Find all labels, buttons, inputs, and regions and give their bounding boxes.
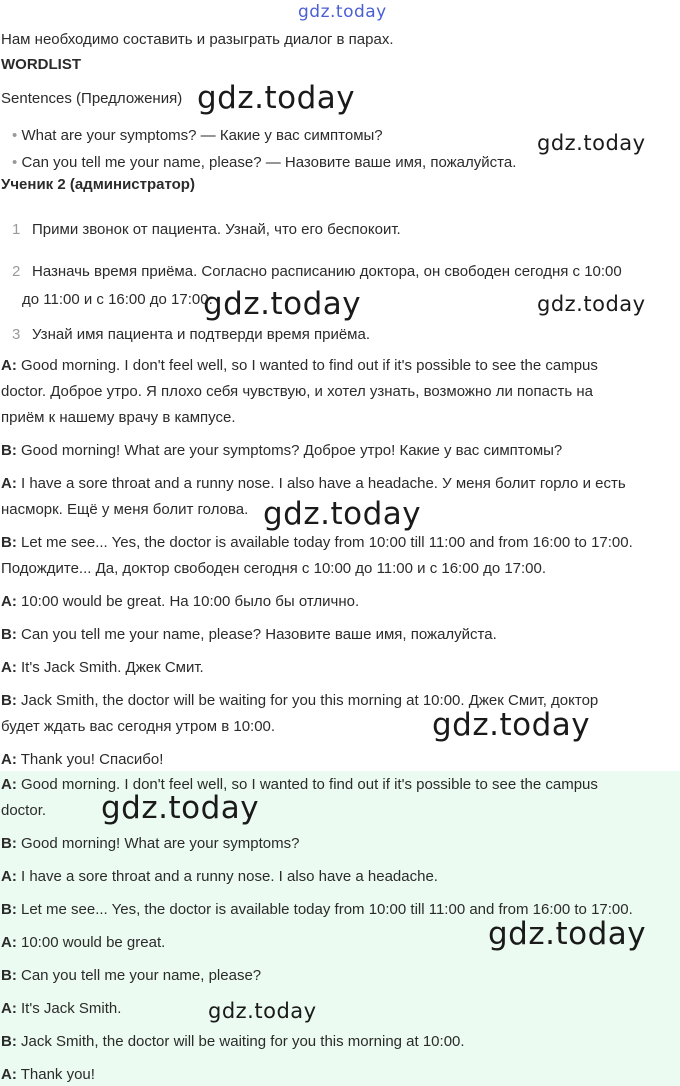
speaker-label: A: <box>1 659 17 676</box>
speaker-label: A: <box>1 357 17 374</box>
dialog-text: Good morning. I don't feel well, so I wanted to find out if it's possible to see the campus <box>21 357 598 374</box>
dialog-text: It's Jack Smith. <box>21 1000 122 1017</box>
dialog-text: Good morning! What are your symptoms? Доброе утро! Какие у вас симптомы? <box>21 442 563 459</box>
dialog-text: насморк. Ещё у меня болит голова. <box>1 501 249 518</box>
speaker-label: A: <box>1 1000 17 1017</box>
speaker-label: A: <box>1 751 17 768</box>
wordlist-heading: WORDLIST <box>1 56 81 73</box>
task-text: Узнай имя пациента и подтверди время приёма. <box>32 326 370 343</box>
dialog-line <box>1 999 121 1019</box>
watermark: gdz.today <box>298 2 387 22</box>
dialog-text: Can you tell me your name, please? <box>21 967 262 984</box>
dialog-line <box>1 1032 465 1052</box>
dialog-text: Подождите... Да, доктор свободен сегодня с 10:00 до 11:00 и с 16:00 до 17:00. <box>1 560 547 577</box>
dialog-line <box>1 356 598 376</box>
dialog-line <box>1 750 163 770</box>
dialog-text: Jack Smith, the doctor will be waiting for you this morning at 10:00. <box>21 1033 465 1050</box>
speaker-label: B: <box>1 534 17 551</box>
dialog-line <box>1 1065 95 1085</box>
dialog-text: будет ждать вас сегодня утром в 10:00. <box>1 718 276 735</box>
task-text: Назначь время приёма. Согласно расписанию доктора, он свободен сегодня с 10:00 <box>32 263 622 280</box>
dialog-line <box>1 775 598 795</box>
bullet-icon: • <box>12 154 18 171</box>
dialog-line <box>1 933 165 953</box>
task-text: до 11:00 и с 16:00 до 17:00. <box>22 291 213 308</box>
dialog-text: Thank you! <box>20 1066 95 1083</box>
dialog-text: doctor. Доброе утро. Я плохо себя чувствую, и хотел узнать, возможно ли попасть на <box>1 383 593 400</box>
speaker-label: A: <box>1 475 17 492</box>
speaker-label: B: <box>1 442 17 459</box>
dialog-text: Can you tell me your name, please? Назовите ваше имя, пожалуйста. <box>21 626 497 643</box>
dialog-text: Thank you! Спасибо! <box>20 751 164 768</box>
dialog-line <box>1 474 626 494</box>
sentence-text: Can you tell me your name, please? — Назовите ваше имя, пожалуйста. <box>21 154 517 171</box>
student-heading: Ученик 2 (администратор) <box>1 176 195 193</box>
dialog-text: Let me see... Yes, the doctor is available today from 10:00 till 11:00 and from 16:00 to 17:00. <box>21 901 633 918</box>
speaker-label: B: <box>1 967 17 984</box>
dialog-line <box>1 625 497 645</box>
dialog-line <box>1 658 204 678</box>
dialog-text: I have a sore throat and a runny nose. I also have a headache. У меня болит горло и есть <box>21 475 626 492</box>
speaker-label: A: <box>1 934 17 951</box>
task-number: 3 <box>12 326 21 343</box>
dialog-text: Good morning. I don't feel well, so I wanted to find out if it's possible to see the campus <box>21 776 598 793</box>
speaker-label: B: <box>1 835 17 852</box>
dialog-line <box>1 441 562 461</box>
sentences-heading: Sentences (Предложения) <box>1 90 183 107</box>
dialog-text: Good morning! What are your symptoms? <box>21 835 300 852</box>
dialog-text: приём к нашему врачу в кампусе. <box>1 409 236 426</box>
dialog-text: 10:00 would be great. <box>21 934 166 951</box>
dialog-text: I have a sore throat and a runny nose. I also have a headache. <box>21 868 438 885</box>
task-number: 1 <box>12 221 21 238</box>
dialog-text: It's Jack Smith. Джек Смит. <box>21 659 204 676</box>
speaker-label: B: <box>1 692 17 709</box>
intro-text: Нам необходимо составить и разыграть диалог в парах. <box>1 31 394 48</box>
watermark: gdz.today <box>263 496 422 532</box>
speaker-label: A: <box>1 776 17 793</box>
speaker-label: B: <box>1 1033 17 1050</box>
watermark: gdz.today <box>101 790 260 826</box>
task-text: Прими звонок от пациента. Узнай, что его беспокоит. <box>32 221 401 238</box>
dialog-text: Let me see... Yes, the doctor is available today from 10:00 till 11:00 and from 16:00 to 17:00. <box>21 534 633 551</box>
dialog-text: Jack Smith, the doctor will be waiting for you this morning at 10:00. Джек Смит, доктор <box>21 692 599 709</box>
sentence-text: What are your symptoms? — Какие у вас симптомы? <box>21 127 383 144</box>
dialog-line <box>1 834 299 854</box>
dialog-text: 10:00 would be great. На 10:00 было бы отлично. <box>21 593 360 610</box>
watermark: gdz.today <box>537 292 646 316</box>
dialog-line <box>1 966 261 986</box>
watermark: gdz.today <box>432 707 591 743</box>
sentence-item <box>12 153 516 173</box>
speaker-label: B: <box>1 901 17 918</box>
dialog-line <box>1 592 359 612</box>
watermark: gdz.today <box>203 286 362 322</box>
dialog-line <box>1 533 633 553</box>
bullet-icon: • <box>12 127 18 144</box>
watermark: gdz.today <box>197 80 356 116</box>
watermark: gdz.today <box>537 131 646 155</box>
dialog-line <box>1 867 438 887</box>
dialog-text: doctor. <box>1 802 47 819</box>
speaker-label: A: <box>1 593 17 610</box>
watermark: gdz.today <box>208 999 317 1023</box>
sentence-item <box>12 126 383 146</box>
speaker-label: A: <box>1 868 17 885</box>
speaker-label: B: <box>1 626 17 643</box>
speaker-label: A: <box>1 1066 17 1083</box>
watermark: gdz.today <box>488 916 647 952</box>
task-number: 2 <box>12 263 21 280</box>
